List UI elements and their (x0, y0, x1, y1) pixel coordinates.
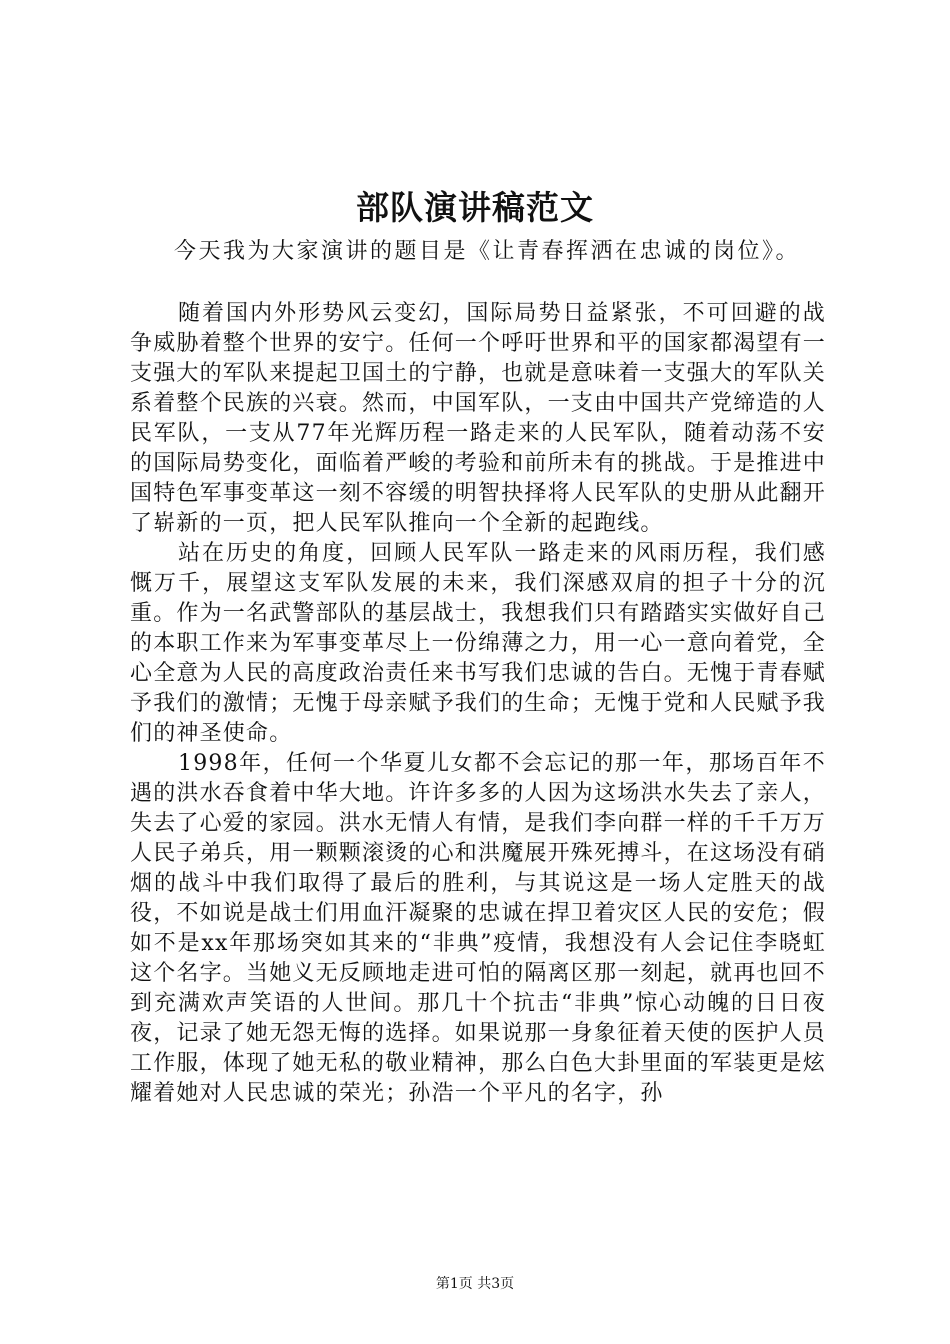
page-number: 第1页 共3页 (435, 1276, 515, 1292)
document-body (130, 299, 826, 1109)
paragraph: 站在历史的角度，回顾人民军队一路走来的风雨历程，我们感慨万千，展望这支军队发展的未来，我们深感双肩的担子十分的沉重。作为一名武警部队的基层战士，我想我们只有踏踏实实做好自己的本职工作来为军事变革尽上一份绵薄之力，用一心一意向着党，全心全意为人民的高度政治责任来书写我们忠诚的告白。无愧于青春赋予我们的激情；无愧于母亲赋予我们的生命；无愧于党和人民赋予我们的神圣使命。 (130, 541, 827, 746)
paragraph: 1998年，任何一个华夏儿女都不会忘记的那一年，那场百年不遇的洪水吞食着中华大地。许许多多的人因为这场洪水失去了亲人，失去了心爱的家园。洪水无情人有情，是我们李向群一样的千千万万人民子弟兵，用一颗颗滚烫的心和洪魔展开殊死搏斗，在这场没有硝烟的战斗中我们取得了最后的胜利，与其说这是一场人定胜天的战役，不如说是战士们用血汗凝聚的忠诚在捍卫着灾区人民的安危；假如不是xx年那场突如其来的“非典”疫情，我想没有人会记住李晓虹这个名字。当她义无反顾地走进可怕的隔离区那一刻起，就再也回不到充满欢声笑语的人世间。那几十个抗击“非典”惊心动魄的日日夜夜，记录了她无怨无悔的选择。如果说那一身象征着天使的医护人员工作服，体现了她无私的敬业精神，那么白色大卦里面的军装更是炫耀着她对人民忠诚的荣光；孙浩一个平凡的名字，孙 (130, 751, 827, 1106)
intro-line: 今天我为大家演讲的题目是《让青春挥洒在忠诚的岗位》。 (174, 239, 801, 264)
document-title: 部队演讲稿范文 (356, 188, 594, 227)
paragraph: 随着国内外形势风云变幻，国际局势日益紧张，不可回避的战争威胁着整个世界的安宁。任何一个呼吁世界和平的国家都渴望有一支强大的军队来提起卫国土的宁静，也就是意味着一支强大的军队关系着整个民族的兴衰。然而，中国军队，一支由中国共产党缔造的人民军队，一支从77年光辉历程一路走来的人民军队，随着动荡不安的国际局势变化，面临着严峻的考验和前所未有的挑战。于是推进中国特色军事变革这一刻不容缓的明智抉择将人民军队的史册从此翻开了崭新的一页，把人民军队推向一个全新的起跑线。 (130, 301, 827, 536)
